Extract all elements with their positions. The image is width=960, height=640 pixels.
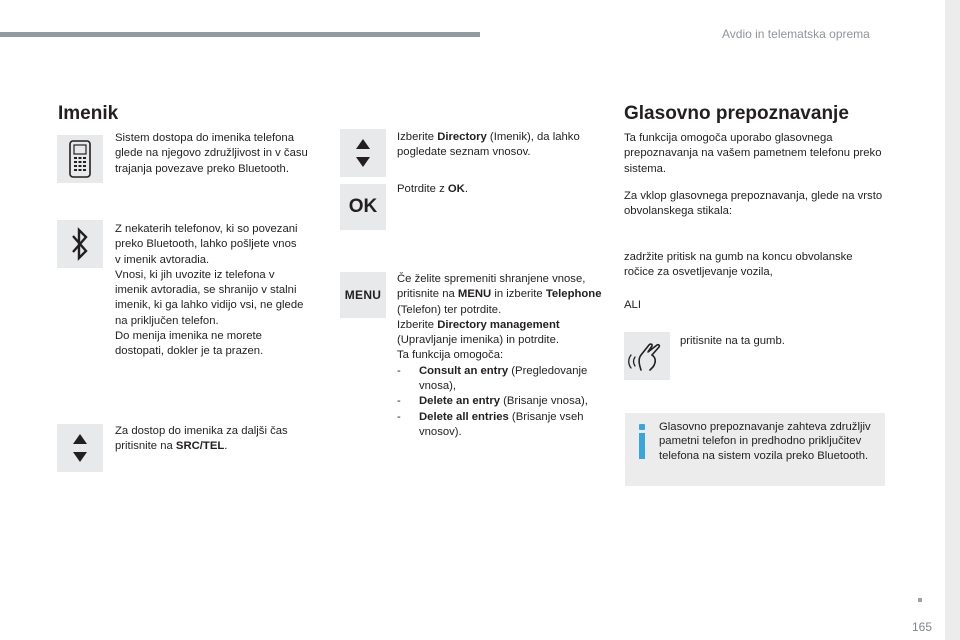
dir-prefix: Izberite: [397, 131, 438, 143]
bt-line: preko Bluetooth, lahko pošljete vnos: [115, 238, 297, 251]
t: in izberite: [491, 288, 546, 301]
bt-line: na priključen telefon.: [115, 314, 219, 327]
voice-p5: pritisnite na ta gumb.: [680, 335, 785, 347]
t: Če želite spremeniti shranjene vnose, pritisnite na: [397, 273, 586, 301]
t: (Brisanje vseh vnosov).: [419, 410, 584, 438]
dash: -: [397, 364, 401, 377]
t: Izberite: [397, 318, 438, 331]
bt-line: dostopati, dokler je ta prazen.: [115, 345, 264, 358]
t: (Telefon) ter potrdite.: [397, 303, 502, 316]
t: Directory management: [437, 318, 560, 331]
imenik-intro-text: Sistem dostopa do imenika telefona glede na njegovo združljivost in v času trajanja povezave preko Bluetooth.: [115, 132, 308, 175]
page-dot: [918, 598, 922, 602]
info-icon: [639, 424, 646, 460]
list-item: [397, 410, 605, 441]
voice-p3: zadržite pritisk na gumb na koncu obvolanske ročice za osvetljevanje vozila,: [624, 251, 853, 279]
src-tel-prefix: Za dostop do imenika za daljši čas pritisnite na: [115, 425, 288, 453]
voice-or: ALI: [624, 299, 641, 311]
t: Telephone: [545, 288, 602, 301]
up-down-arrow-icon: [70, 431, 90, 465]
header-bar: [0, 32, 480, 37]
change-para-1: [397, 272, 605, 318]
page-edge-strip: [945, 0, 960, 640]
dir-key: Directory: [437, 131, 487, 143]
voice-p2: Za vklop glasovnega prepoznavanja, glede na vrsto obvolanskega stikala:: [624, 190, 883, 218]
confirm-prefix: Potrdite z: [397, 183, 448, 195]
list-item: [397, 394, 605, 409]
src-tel-text: [115, 424, 320, 455]
bt-line: Z nekaterih telefonov, ki so povezani: [115, 223, 298, 235]
t: MENU: [457, 288, 492, 301]
t: (Pregledovanje vnosa),: [419, 364, 588, 393]
directory-text: [397, 130, 602, 161]
voice-button-box: [624, 332, 670, 380]
imenik-heading: Imenik: [58, 103, 119, 124]
t: (Brisanje vnosa),: [500, 395, 588, 408]
bluetooth-text: [115, 222, 325, 360]
change-text: [397, 272, 605, 440]
t: Delete an entry: [419, 395, 500, 408]
t: (Upravljanje imenika) in potrdite.: [397, 334, 559, 347]
src-tel-key: SRC/TEL: [175, 440, 225, 453]
dash: -: [397, 410, 401, 423]
bluetooth-icon-box: [57, 220, 103, 268]
voice-heading: Glasovno prepoznavanje: [624, 103, 849, 124]
bt-line: Vnosi, ki jih uvozite iz telefona v: [115, 268, 275, 281]
t: Consult an entry: [419, 364, 509, 377]
t: Delete all entries: [419, 410, 509, 423]
section-title: Avdio in telematska oprema: [722, 27, 870, 41]
menu-button-icon: MENU: [340, 272, 386, 318]
confirm-key: OK: [447, 183, 465, 195]
up-down-arrow-icon: [353, 136, 373, 170]
phone-icon: [68, 140, 92, 178]
up-down-arrows-box-left: [57, 424, 103, 472]
confirm-text: [397, 182, 597, 197]
dash: -: [397, 395, 401, 408]
bt-line: imenik avtoradia, se shranijo v stalni: [115, 284, 297, 297]
page-number: 165: [912, 620, 933, 634]
up-down-arrows-box-mid: [340, 129, 386, 177]
src-tel-suffix: .: [224, 440, 228, 453]
bt-line: Do menija imenika ne morete: [115, 330, 262, 343]
bt-line: imenik, ki ga lahko vidijo vsi, ne glede: [115, 299, 304, 312]
bluetooth-icon: [70, 227, 90, 261]
confirm-suffix: .: [464, 183, 468, 195]
voice-command-icon: [627, 337, 667, 375]
voice-p1: Ta funkcija omogoča uporabo glasovnega prepoznavanja na vašem pametnem telefonu preko sistema.: [624, 132, 882, 175]
ok-button-icon: OK: [340, 184, 386, 230]
list-item: [397, 364, 605, 395]
bt-line: v imenik avtoradia.: [115, 253, 210, 266]
change-para-3: Ta funkcija omogoča:: [397, 349, 504, 362]
info-note-text: Glasovno prepoznavanje zahteva združljiv pametni telefon in predhodno priključitev telefona na sistem vozila preko Bluetooth.: [659, 421, 871, 462]
phone-icon-box: [57, 135, 103, 183]
dir-suffix: (Imenik), da lahko pogledate seznam vnosov.: [397, 131, 580, 159]
change-para-2: [397, 318, 605, 349]
